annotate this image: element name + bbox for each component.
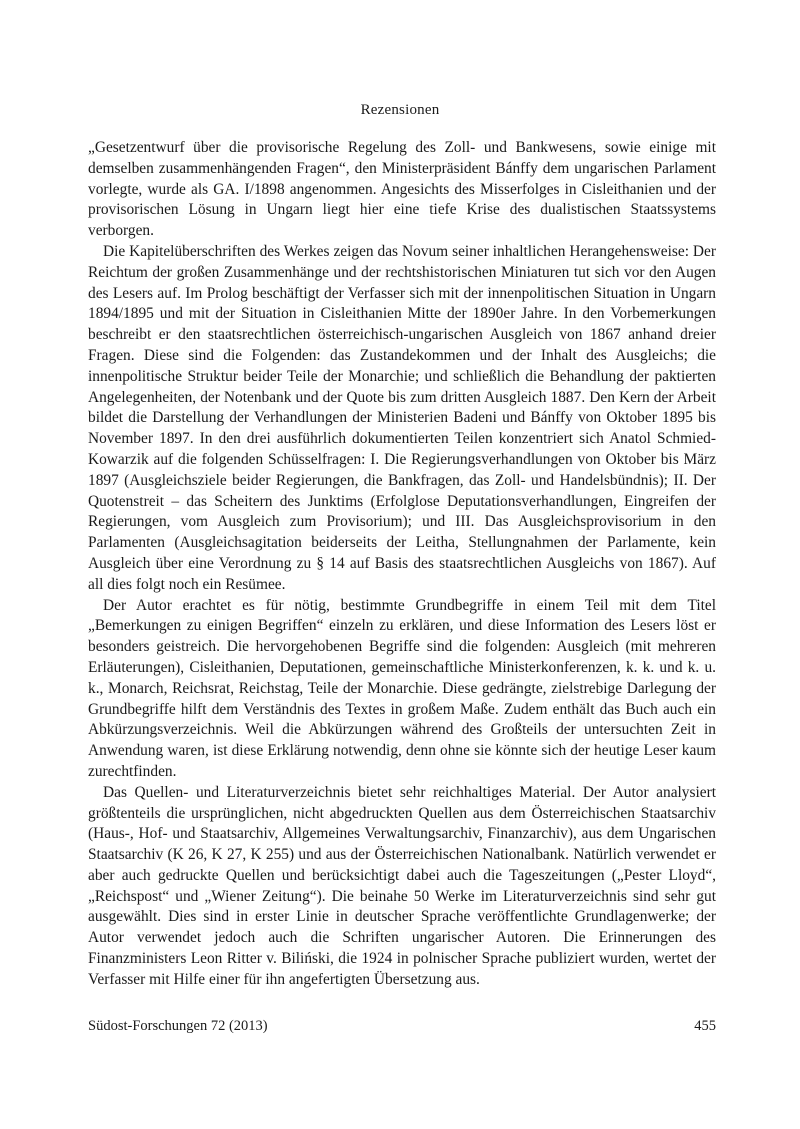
paragraph: Die Kapitelüberschriften des Werkes zeigen das Novum seiner inhaltlichen Herangehensweise: Der Reichtum der großen Zusammenhänge und der rechtshistorischen Miniaturen tut sich vor den Augen des Lesers auf. Im Prolog beschäftigt der Verfasser sich mit der innenpolitischen Situation in Ungarn 1894/1895 und mit der Situation in Cisleithanien Mitte der 1890er Jahre. In den Vorbemerkungen beschreibt er den staatsrechtlichen österreichisch-ungarischen Ausgleich von 1867 anhand dreier Fragen. Diese sind die Folgenden: das Zustandekommen und der Inhalt des Ausgleichs; die innenpolitische Struktur beider Teile der Monarchie; und schließlich die Behandlung der paktierten Angelegenheiten, der Notenbank und der Quote bis zum dritten Ausgleich 1887. Den Kern der Arbeit bildet die Darstellung der Verhandlungen der Ministerien Badeni und Bánffy von Oktober 1895 bis November 1897. In den drei ausführlich dokumentierten Teilen konzentriert sich Anatol Schmied-Kowarzik auf die folgenden Schüsselfragen: I. Die Regierungsverhandlungen von Oktober bis März 1897 (Ausgleichsziele beider Regierungen, die Bankfragen, das Zoll- und Handelsbündnis); II. Der Quotenstreit – das Scheitern des Junktims (Erfolglose Deputationsverhandlungen, Eingreifen der Regierungen, vom Ausgleich zum Provisorium); und III. Das Ausgleichsprovisorium in den Parlamenten (Ausgleichsagitation beiderseits der Leitha, Stellungnahmen der Parlamente, kein Ausgleich über eine Verordnung zu § 14 auf Basis des staatsrechtlichen Ausgleichs von 1867). Auf all dies folgt noch ein Resümee. (88, 242, 716, 593)
page-number: 455 (694, 1018, 716, 1034)
paragraph: Der Autor erachtet es für nötig, bestimmte Grundbegriffe in einem Teil mit dem Titel „Bemerkungen zu einigen Begriffen“ einzeln zu erklären, und diese Information des Lesers löst er besonders geistreich. Die hervorgehobenen Begriffe sind die folgenden: Ausgleich (mit mehreren Erläuterungen), Cisleithanien, Deputationen, gemeinschaftliche Ministerkonferenzen, k. k. und k. u. k., Monarch, Reichsrat, Reichstag, Teile der Monarchie. Diese gedrängte, zielstrebige Darlegung der Grundbegriffe hilft dem Verständnis des Textes in großem Maße. Zudem enthält das Buch auch ein Abkürzungsverzeichnis. Weil die Abkürzungen während des Großteils der untersuchten Zeit in Anwendung waren, ist diese Erklärung notwendig, denn ohne sie könnte sich der heutige Leser kaum zurechtfinden. (88, 596, 716, 780)
paragraph: Das Quellen- und Literaturverzeichnis bietet sehr reichhaltiges Material. Der Autor analysiert größtenteils die ursprünglichen, nicht abgedruckten Quellen aus dem Österreichischen Staatsarchiv (Haus-, Hof- und Staatsarchiv, Allgemeines Verwaltungsarchiv, Finanzarchiv), aus dem Ungarischen Staatsarchiv (K 26, K 27, K 255) und aus der Österreichischen Nationalbank. Natürlich verwendet er aber auch gedruckte Quellen und berücksichtigt dabei auch die Tageszeitungen („Pester Lloyd“, „Reichspost“ und „Wiener Zeitung“). Die beinahe 50 Werke im Literaturverzeichnis sind sehr gut ausgewählt. Dies sind in erster Linie in deutscher Sprache veröffentlichte Grundlagenwerke; der Autor verwendet jedoch auch die Schriften ungarischer Autoren. Die Erinnerungen des Finanzministers Leon Ritter v. Biliński, die 1924 in polnischer Sprache publiziert wurden, wertet der Verfasser mit Hilfe einer für ihn angefertigten Übersetzung aus. (88, 783, 716, 988)
running-head: Rezensionen (360, 102, 440, 118)
journal-citation: Südost-Forschungen 72 (2013) (88, 1018, 268, 1034)
review-body (88, 138, 716, 991)
paragraph: „Gesetzentwurf über die provisorische Regelung des Zoll- und Bankwesens, sowie einige mit demselben zusammenhängenden Fragen“, den Ministerpräsident Bánffy dem ungarischen Parlament vorlegte, wurde als GA. I/1898 angenommen. Angesichts des Misserfolges in Cisleithanien und der provisorischen Lösung in Ungarn liegt hier eine tiefe Krise des dualistischen Staatssystems verborgen. (88, 139, 716, 240)
